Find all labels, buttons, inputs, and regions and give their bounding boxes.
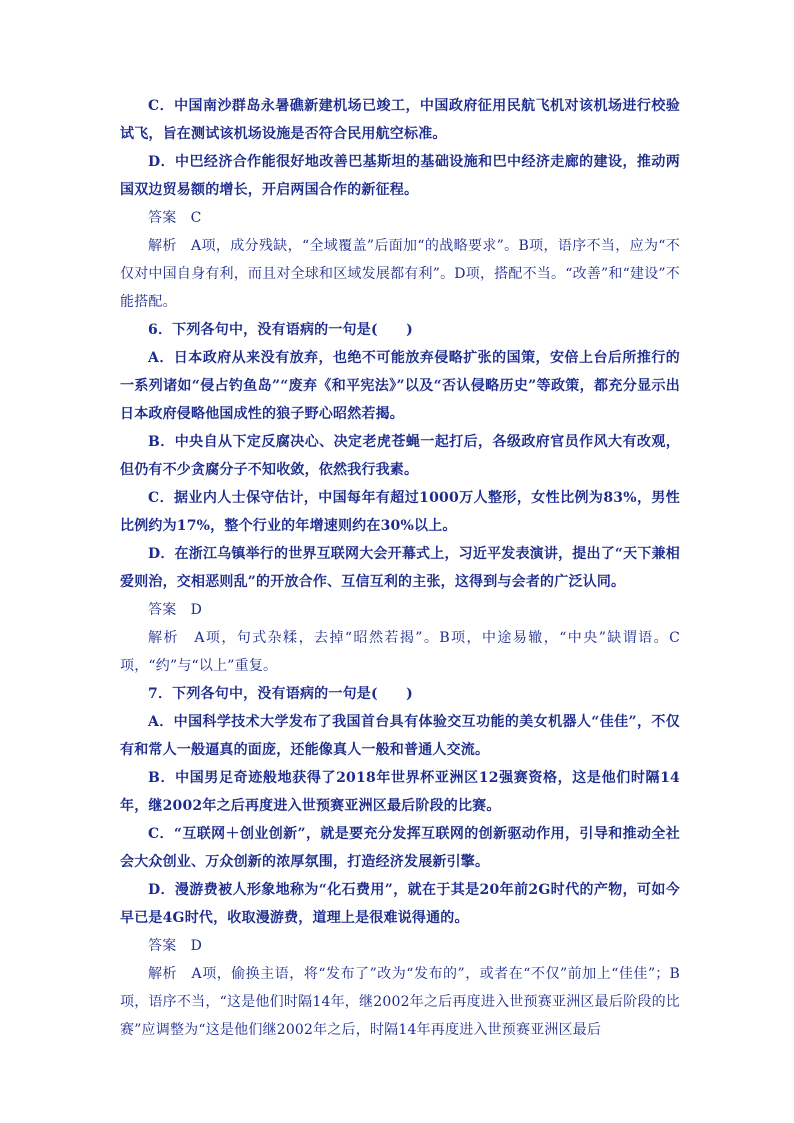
option-d-q7: D．漫游费被人形象地称为“化石费用”，就在于其是20年前2G时代的产物，可如今早已是4G时代，收取漫游费，道理上是很难说得通的。 <box>120 882 680 926</box>
option-d-q5: D．中巴经济合作能很好地改善巴基斯坦的基础设施和巴中经济走廊的建设，推动两国双边贸易额的增长，开启两国合作的新征程。 <box>120 154 680 198</box>
explanation-q7: 解析 A项，偷换主语，将“发布了”改为“发布的”，或者在“不仅”前加上“佳佳”；B项，语序不当，“这是他们时隔14年，继2002年之后再度进入世预赛亚洲区最后阶段的比赛”应调整为“这是他们继2002年之后，时隔14年再度进入世预赛亚洲区最后 <box>120 966 680 1038</box>
option-c-q7: C．“互联网＋创业创新”，就是要充分发挥互联网的创新驱动作用，引导和推动全社会大众创业、万众创新的浓厚氛围，打造经济发展新引擎。 <box>120 826 680 870</box>
option-b-q6: B．中央自从下定反腐决心、决定老虎苍蝇一起打后，各级政府官员作风大有改观，但仍有不少贪腐分子不知收敛，依然我行我素。 <box>120 434 680 478</box>
option-a-q6: A．日本政府从来没有放弃，也绝不可能放弃侵略扩张的国策，安倍上台后所推行的一系列诸如“侵占钓鱼岛”“废弃《和平宪法》”以及“否认侵略历史”等政策，都充分显示出日本政府侵略他国成性的狼子野心昭然若揭。 <box>120 350 680 422</box>
answer-q5: 答案 C <box>148 210 202 226</box>
explanation-q6: 解析 A项，句式杂糅，去掉“昭然若揭”。B项，中途易辙，“中央”缺谓语。C项，“约”与“以上”重复。 <box>120 630 680 674</box>
answer-q7: 答案 D <box>148 938 203 954</box>
option-b-q7: B．中国男足奇迹般地获得了2018年世界杯亚洲区12强赛资格，这是他们时隔14年，继2002年之后再度进入世预赛亚洲区最后阶段的比赛。 <box>120 770 680 814</box>
option-c-q6: C．据业内人士保守估计，中国每年有超过1000万人整形，女性比例为83%，男性比例约为17%，整个行业的年增速则约在30%以上。 <box>120 490 680 534</box>
option-d-q6: D．在浙江乌镇举行的世界互联网大会开幕式上，习近平发表演讲，提出了“天下兼相爱则治，交相恶则乱”的开放合作、互信互利的主张，这得到与会者的广泛认同。 <box>120 546 680 590</box>
document-page <box>120 92 680 1044</box>
answer-q6: 答案 D <box>148 602 203 618</box>
option-a-q7: A．中国科学技术大学发布了我国首台具有体验交互功能的美女机器人“佳佳”，不仅有和常人一般逼真的面庞，还能像真人一般和普通人交流。 <box>120 714 680 758</box>
explanation-q5: 解析 A项，成分残缺，“全域覆盖”后面加“的战略要求”。B项，语序不当，应为“不仅对中国自身有利，而且对全球和区域发展都有利”。D项，搭配不当。“改善”和“建设”不能搭配。 <box>120 238 680 310</box>
question-7: 7．下列各句中，没有语病的一句是( ) <box>148 686 413 702</box>
option-c-q5: C．中国南沙群岛永暑礁新建机场已竣工，中国政府征用民航飞机对该机场进行校验试飞，旨在测试该机场设施是否符合民用航空标准。 <box>120 98 680 142</box>
question-6: 6．下列各句中，没有语病的一句是( ) <box>148 322 413 338</box>
